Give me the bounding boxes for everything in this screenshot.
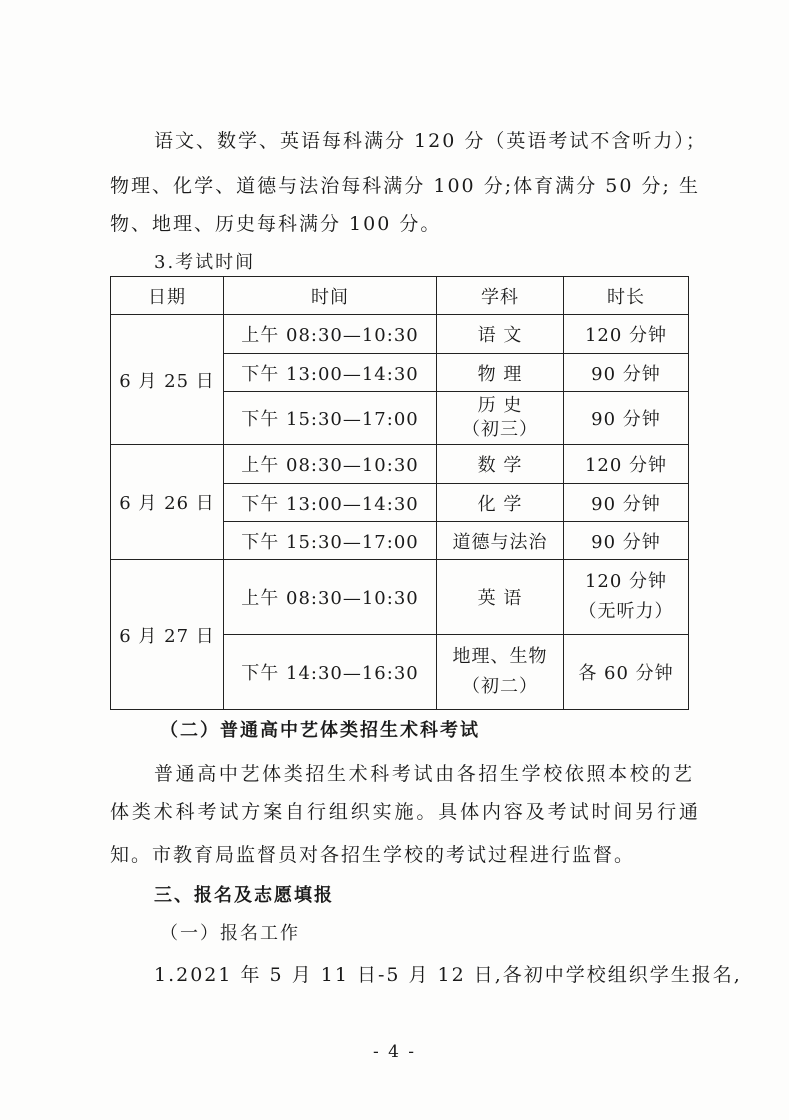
subject-note: （初二）	[462, 676, 538, 697]
duration-cell: 120 分钟	[564, 315, 689, 354]
table-header-row	[111, 277, 689, 315]
subject-cell: 道德与法治	[437, 522, 564, 560]
subject-line: 历 史	[477, 395, 523, 416]
art-line-2: 体类术科考试方案自行组织实施。具体内容及考试时间另行通	[110, 801, 700, 823]
subject-cell	[437, 392, 564, 445]
table-row	[111, 445, 689, 484]
duration-cell: 90 分钟	[564, 484, 689, 522]
subject-cell: 语 文	[437, 315, 564, 354]
duration-cell: 90 分钟	[564, 522, 689, 560]
subject-note: （初三）	[462, 419, 538, 440]
intro-line-2: 物理、化学、道德与法治每科满分 100 分;体育满分 50 分; 生	[110, 175, 700, 197]
exam-schedule-table	[110, 276, 689, 710]
intro-line-3: 物、地理、历史每科满分 100 分。	[110, 213, 442, 235]
table-row	[111, 560, 689, 635]
exam-time-heading: 3.考试时间	[154, 252, 256, 273]
table-row	[111, 315, 689, 354]
time-cell: 上午 08:30—10:30	[224, 315, 437, 354]
art-line-3: 知。市教育局监督员对各招生学校的考试过程进行监督。	[110, 844, 636, 866]
time-cell: 下午 13:00—14:30	[224, 354, 437, 392]
duration-line: 120 分钟	[584, 571, 668, 592]
intro-line-1: 语文、数学、英语每科满分 120 分（英语考试不含听力）；	[154, 130, 707, 152]
section-three-heading: 三、报名及志愿填报	[154, 885, 334, 906]
subject-cell: 物 理	[437, 354, 564, 392]
time-cell: 上午 08:30—10:30	[224, 445, 437, 484]
header-time: 时间	[224, 277, 437, 315]
time-cell: 下午 13:00—14:30	[224, 484, 437, 522]
time-cell: 下午 15:30—17:00	[224, 522, 437, 560]
art-line-1: 普通高中艺体类招生术科考试由各招生学校依照本校的艺	[154, 763, 694, 785]
duration-cell: 90 分钟	[564, 392, 689, 445]
date-cell: 6 月 25 日	[111, 315, 224, 445]
subject-line: 地理、生物	[452, 646, 548, 667]
date-cell: 6 月 26 日	[111, 445, 224, 560]
page-number: - 4 -	[372, 1042, 417, 1062]
header-subject: 学科	[437, 277, 564, 315]
art-exam-heading: （二）普通高中艺体类招生术科考试	[160, 720, 480, 741]
duration-cell	[564, 560, 689, 635]
subject-cell: 英 语	[437, 560, 564, 635]
registration-heading: （一）报名工作	[160, 923, 300, 944]
header-duration: 时长	[564, 277, 689, 315]
subject-cell	[437, 635, 564, 710]
duration-note: （无听力）	[578, 601, 674, 622]
date-cell: 6 月 27 日	[111, 560, 224, 710]
time-cell: 下午 14:30—16:30	[224, 635, 437, 710]
subject-cell: 数 学	[437, 445, 564, 484]
time-cell: 下午 15:30—17:00	[224, 392, 437, 445]
duration-cell: 120 分钟	[564, 445, 689, 484]
duration-cell: 90 分钟	[564, 354, 689, 392]
registration-line-1: 1.2021 年 5 月 11 日-5 月 12 日,各初中学校组织学生报名,	[154, 964, 742, 986]
time-cell: 上午 08:30—10:30	[224, 560, 437, 635]
header-date: 日期	[111, 277, 224, 315]
subject-cell: 化 学	[437, 484, 564, 522]
duration-cell: 各 60 分钟	[564, 635, 689, 710]
